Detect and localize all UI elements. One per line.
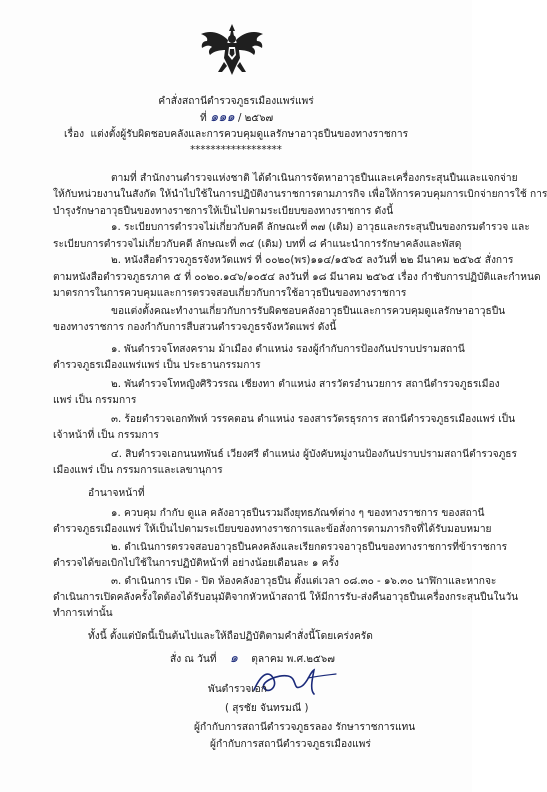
subject-line bbox=[64, 128, 408, 141]
paragraph-line: ระเบียบการตำรวจไม่เกี่ยวกับคดี ลักษณะที่ ๓๔ (เดิม) บทที่ ๘ คำแนะนำการรักษาคลังและพัสดุ bbox=[53, 239, 462, 250]
garuda-emblem bbox=[198, 22, 266, 76]
order-number-handwritten: ๑๑๑ bbox=[209, 110, 235, 125]
duty-line: ๒. ดำเนินการตรวจสอบอาวุธปืนคงคลังและเรียกตรวจอาวุธปืนของทางราชการที่ข้าราชการ bbox=[111, 542, 508, 553]
member-line: ๔. สิบตำรวจเอกนนทพันธ์ เวียงศรี ตำแหน่ง ผู้บังคับหมู่งานป้องกันปราบปรามสถานีตำรวจภูธร bbox=[111, 449, 517, 460]
date-day-handwritten: ๑ bbox=[229, 651, 239, 666]
order-title: คำสั่งสถานีตำรวจภูธรเมืองแพร่แพร่ bbox=[158, 96, 314, 107]
member-line: ๑. พันตำรวจโทสงคราม ม้าเมือง ตำแหน่ง รองผู้กำกับการป้องกันปราบปรามสถานี bbox=[111, 344, 465, 355]
signer-name: ( สุรชัย จันทรมณี ) bbox=[225, 703, 309, 714]
paragraph-line: ให้กับหน่วยงานในสังกัด ให้นำไปใช้ในการปฏิบัติงานราชการตามภารกิจ เพื่อให้การควบคุมการเบิกจ่ายการใช้ การ bbox=[53, 189, 547, 200]
date-line bbox=[170, 652, 335, 666]
paragraph-line: บำรุงรักษาอาวุธปืนของทางราชการให้เป็นไปตามระเบียบของทางราชการ ดังนี้ bbox=[53, 206, 394, 217]
order-number-suffix: / ๒๕๖๗ bbox=[237, 113, 274, 124]
order-number-prefix: ที่ bbox=[200, 113, 207, 124]
paragraph-line: มาตรการในการควบคุมและการตรวจสอบเกี่ยวกับการใช้อาวุธปืนของทางราชการ bbox=[53, 288, 407, 299]
date-prefix: สั่ง ณ วันที่ bbox=[170, 654, 217, 665]
subject-label: เรื่อง bbox=[64, 129, 85, 140]
paragraph-line: ขอแต่งตั้งคณะทำงานเกี่ยวกับการรับผิดชอบคลังอาวุธปืนและการควบคุมดูแลรักษาอาวุธปืน bbox=[111, 306, 506, 317]
member-line: ๒. พันตำรวจโทหญิงศิริวรรณ เชียงทา ตำแหน่ง สารวัตรอำนวยการ สถานีตำรวจภูธรเมือง bbox=[111, 379, 500, 390]
paragraph-line: ตามที่ สำนักงานตำรวจแห่งชาติ ได้ดำเนินการจัดหาอาวุธปืนและเครื่องกระสุนปืนและแจกจ่าย bbox=[111, 173, 518, 184]
duties-heading: อำนาจหน้าที่ bbox=[88, 488, 145, 499]
duty-line: ๑. ควบคุม กำกับ ดูแล คลังอาวุธปืนรวมถึงยุทธภัณฑ์ต่าง ๆ ของทางราชการ ของสถานี bbox=[111, 508, 485, 519]
duty-line: ๓. ดำเนินการ เปิด - ปิด ห้องคลังอาวุธปืน ตั้งแต่เวลา ๐๘.๓๐ - ๑๖.๓๐ นาฬิกาและหากจะ bbox=[111, 576, 497, 587]
paragraph-line: ตามหนังสือตำรวจภูธรภาค ๕ ที่ ๐๐๒๐.๑๔๖/๑๐๕๔ ลงวันที่ ๑๘ มีนาคม ๒๕๖๕ เรื่อง กำชับการปฏิบัติและกำหนด bbox=[53, 272, 541, 283]
date-rest: ตุลาคม พ.ศ.๒๕๖๗ bbox=[251, 654, 335, 665]
order-number-line bbox=[200, 111, 273, 125]
closing-line: ทั้งนี้ ตั้งแต่บัดนี้เป็นต้นไปและให้ถือปฏิบัติตามคำสั่งนี้โดยเคร่งครัด bbox=[88, 631, 373, 642]
member-line: เจ้าหน้าที่ เป็น กรรมการ bbox=[53, 430, 159, 441]
paragraph-line: ๒. หนังสือตำรวจภูธรจังหวัดแพร่ ที่ ๐๐๒๐(พร)๑๑๔/๑๕๖๕ ลงวันที่ ๒๒ มีนาคม ๒๕๖๕ สั่งการ bbox=[111, 255, 514, 266]
duty-line: ทำการเท่านั้น bbox=[53, 608, 113, 619]
signer-position: ผู้กำกับการสถานีตำรวจภูธรลอง รักษาราชการแทน bbox=[194, 722, 416, 733]
duty-line: ตำรวจได้ขอเบิกไปใช้ในการปฏิบัติหน้าที่ อย่างน้อยเดือนละ ๑ ครั้ง bbox=[53, 558, 339, 569]
member-line: แพร่ เป็น กรรมการ bbox=[53, 395, 137, 406]
member-line: ตำรวจภูธรเมืองแพร่แพร่ เป็น ประธานกรรมการ bbox=[53, 360, 261, 371]
signer-rank: พันตำรวจเอก bbox=[208, 684, 267, 695]
member-line: ๓. ร้อยตำรวจเอกทัพห์ วรรคตอน ตำแหน่ง รองสารวัตรธุรการ สถานีตำรวจภูธรเมืองแพร่ เป็น bbox=[111, 414, 516, 425]
subject-text: แต่งตั้งผู้รับผิดชอบคลังและการควบคุมดูแลรักษาอาวุธปืนของทางราชการ bbox=[90, 129, 409, 140]
member-line: เมืองแพร่ เป็น กรรมการและเลขานุการ bbox=[53, 465, 223, 476]
separator-stars: ****************** bbox=[190, 145, 282, 156]
paragraph-line: ๑. ระเบียบการตำรวจไม่เกี่ยวกับคดี ลักษณะที่ ๓๗ (เดิม) อาวุธและกระสุนปืนของกรมตำรวจ และ bbox=[111, 222, 530, 233]
paragraph-line: ของทางราชการ กองกำกับการสืบสวนตำรวจภูธรจังหวัดแพร่ ดังนี้ bbox=[53, 322, 337, 333]
duty-line: ดำเนินการเปิดคลังครั้งใดต้องได้รับอนุมัติจากหัวหน้าสถานี ให้มีการรับ-ส่งคืนอาวุธปืนเครื่องกระสุนปืนในวัน bbox=[53, 592, 519, 603]
duty-line: ตำรวจภูธรเมืองแพร่ ให้เป็นไปตามระเบียบของทางราชการและข้อสั่งการตามภารกิจที่ได้รับมอบหมาย bbox=[53, 524, 492, 535]
signer-position: ผู้กำกับการสถานีตำรวจภูธรเมืองแพร่ bbox=[210, 739, 371, 750]
